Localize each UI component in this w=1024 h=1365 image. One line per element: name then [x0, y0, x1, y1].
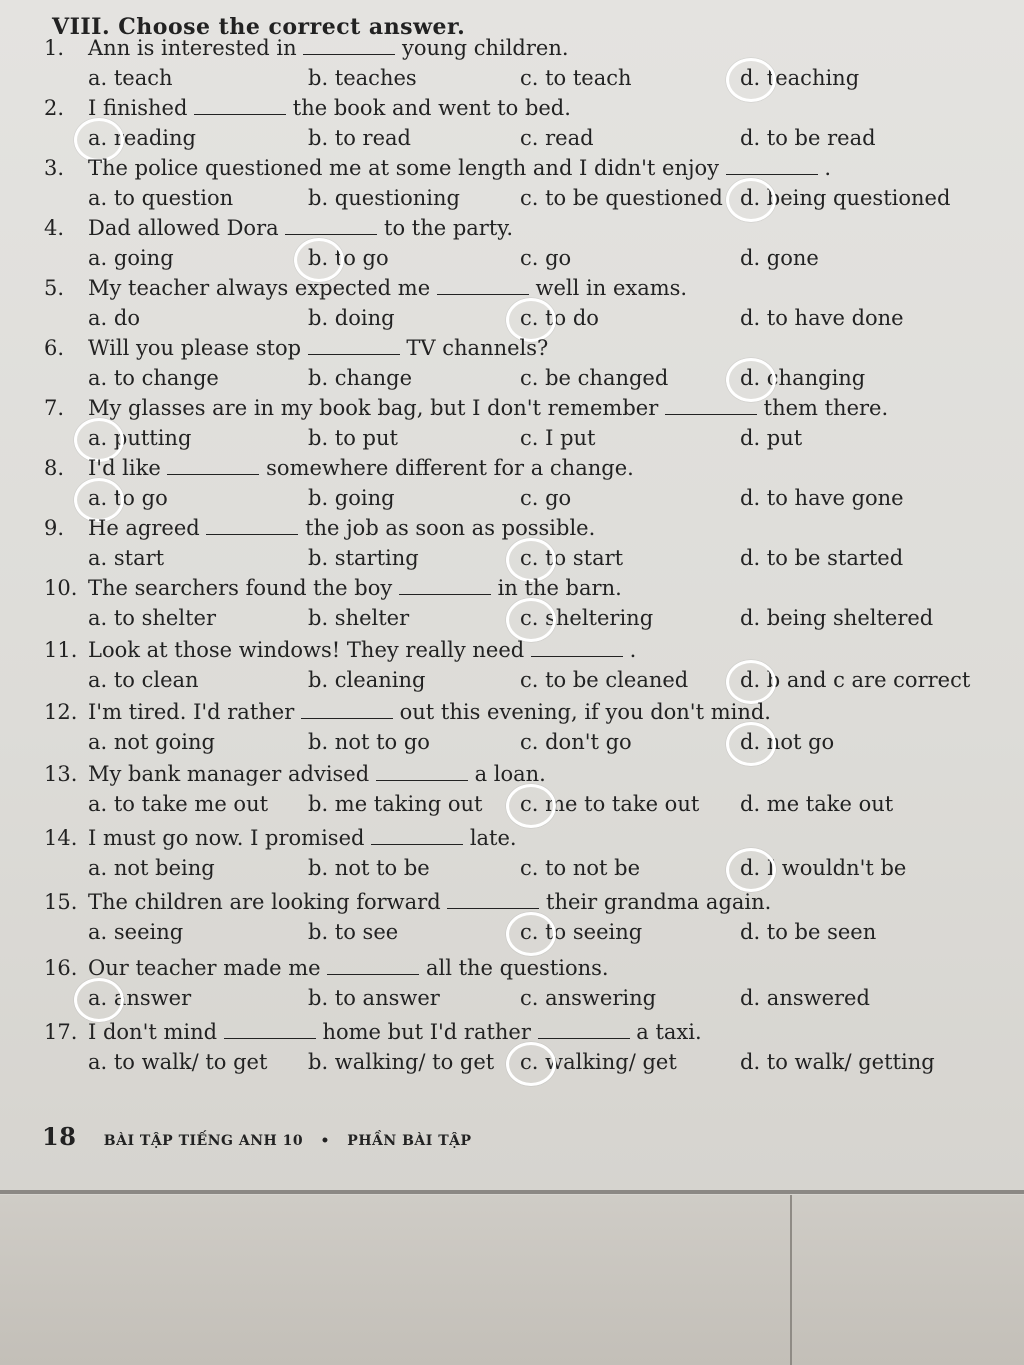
question-stem [88, 956, 609, 980]
question-stem [88, 700, 771, 724]
stem-text-before: My bank manager advised [88, 762, 370, 786]
option-c: c. to start [520, 546, 624, 570]
stem-text-before: Will you please stop [88, 336, 302, 360]
option-b: b. cleaning [308, 668, 426, 692]
question-stem [88, 456, 634, 480]
option-a: a. to shelter [88, 606, 216, 630]
answer-blank [437, 276, 529, 295]
question-item [0, 456, 1024, 516]
option-c: c. to not be [520, 856, 641, 880]
question-number: 15. [44, 890, 78, 914]
option-d: d. b and c are correct [740, 668, 971, 692]
page-footer [42, 1122, 472, 1151]
next-page-area [0, 1195, 1024, 1365]
stem-text-before: My teacher always expected me [88, 276, 431, 300]
option-b: b. me taking out [308, 792, 483, 816]
stem-text-middle: home but I'd rather [322, 1020, 531, 1044]
option-d: d. being questioned [740, 186, 951, 210]
stem-text-before: The children are looking forward [88, 890, 441, 914]
stem-text-before: I'd like [88, 456, 161, 480]
option-c: c. don't go [520, 730, 632, 754]
question-stem [88, 156, 831, 180]
stem-text-before: Look at those windows! They really need [88, 638, 525, 662]
question-number: 16. [44, 956, 78, 980]
answer-blank [301, 700, 393, 719]
question-number: 4. [44, 216, 65, 240]
question-item [0, 216, 1024, 276]
question-item [0, 956, 1024, 1016]
stem-text-after: young children. [402, 36, 569, 60]
option-c: c. answering [520, 986, 657, 1010]
option-b: b. to put [308, 426, 398, 450]
book-title: BÀI TẬP TIẾNG ANH 10 [103, 1133, 304, 1149]
page-edge [0, 1190, 1024, 1194]
stem-text-after: well in exams. [535, 276, 688, 300]
question-item [0, 890, 1024, 950]
option-a: a. to question [88, 186, 234, 210]
option-a: a. not being [88, 856, 215, 880]
option-d: d. put [740, 426, 803, 450]
answer-blank [224, 1020, 316, 1039]
stem-text-before: I don't mind [88, 1020, 218, 1044]
question-stem [88, 516, 595, 540]
question-number: 14. [44, 826, 78, 850]
question-number: 8. [44, 456, 65, 480]
question-item [0, 396, 1024, 456]
stem-text-after: them there. [763, 396, 889, 420]
stem-text-after: the book and went to bed. [292, 96, 571, 120]
option-b: b. to go [308, 246, 389, 270]
option-a: a. seeing [88, 920, 184, 944]
question-number: 9. [44, 516, 65, 540]
option-a: a. to go [88, 486, 168, 510]
option-c: c. to do [520, 306, 599, 330]
option-b: b. to answer [308, 986, 440, 1010]
option-a: a. to take me out [88, 792, 269, 816]
option-c: c. me to take out [520, 792, 700, 816]
option-a: a. do [88, 306, 140, 330]
option-b: b. to read [308, 126, 411, 150]
option-c: c. go [520, 246, 572, 270]
question-number: 7. [44, 396, 65, 420]
stem-text-after: a taxi. [636, 1020, 702, 1044]
option-a: a. to clean [88, 668, 199, 692]
option-a: a. to change [88, 366, 219, 390]
stem-text-after: to the party. [384, 216, 514, 240]
option-c: c. I put [520, 426, 596, 450]
stem-text-before: I'm tired. I'd rather [88, 700, 295, 724]
option-c: c. be changed [520, 366, 669, 390]
option-c: c. to be questioned [520, 186, 723, 210]
stem-text-before: The searchers found the boy [88, 576, 393, 600]
option-d: d. to have gone [740, 486, 904, 510]
option-d: d. not go [740, 730, 835, 754]
answer-blank [531, 638, 623, 657]
answer-blank [376, 762, 468, 781]
option-c: c. to be cleaned [520, 668, 689, 692]
stem-text-before: I finished [88, 96, 188, 120]
option-b: b. questioning [308, 186, 460, 210]
stem-text-after: the job as soon as possible. [305, 516, 596, 540]
option-d: d. gone [740, 246, 819, 270]
stem-text-before: Our teacher made me [88, 956, 321, 980]
option-c: c. read [520, 126, 594, 150]
stem-text-after: somewhere different for a change. [266, 456, 634, 480]
option-b: b. going [308, 486, 395, 510]
question-item [0, 156, 1024, 216]
answer-blank [303, 36, 395, 55]
option-b: b. teaches [308, 66, 417, 90]
option-d: d. changing [740, 366, 866, 390]
question-item [0, 826, 1024, 886]
question-item [0, 638, 1024, 698]
option-c: c. sheltering [520, 606, 654, 630]
option-d: d. me take out [740, 792, 894, 816]
option-b: b. not to go [308, 730, 430, 754]
option-a: a. teach [88, 66, 173, 90]
stem-text-after: late. [469, 826, 517, 850]
footer-bullet: • [320, 1133, 330, 1149]
question-stem [88, 216, 513, 240]
answer-blank [285, 216, 377, 235]
answer-blank [308, 336, 400, 355]
section-title: VIII. Choose the correct answer. [52, 14, 466, 40]
option-d: d. I wouldn't be [740, 856, 907, 880]
option-a: a. not going [88, 730, 215, 754]
question-number: 5. [44, 276, 65, 300]
question-number: 12. [44, 700, 78, 724]
option-a: a. going [88, 246, 174, 270]
question-stem [88, 826, 517, 850]
question-stem [88, 638, 636, 662]
answer-blank [447, 890, 539, 909]
option-a: a. answer [88, 986, 192, 1010]
question-stem [88, 576, 622, 600]
answer-blank [371, 826, 463, 845]
option-d: d. to be started [740, 546, 904, 570]
option-b: b. not to be [308, 856, 430, 880]
question-item [0, 516, 1024, 576]
stem-text-before: The police questioned me at some length and I didn't enjoy [88, 156, 720, 180]
option-a: a. start [88, 546, 165, 570]
question-item [0, 276, 1024, 336]
stem-text-after: their grandma again. [546, 890, 772, 914]
option-b: b. starting [308, 546, 419, 570]
question-item [0, 336, 1024, 396]
answer-blank [726, 156, 818, 175]
answer-blank [206, 516, 298, 535]
answer-blank [194, 96, 286, 115]
question-item [0, 700, 1024, 760]
option-b: b. doing [308, 306, 395, 330]
option-d: d. teaching [740, 66, 860, 90]
question-item [0, 96, 1024, 156]
stem-text-before: Dad allowed Dora [88, 216, 279, 240]
option-d: d. answered [740, 986, 870, 1010]
stem-text-after: in the barn. [497, 576, 622, 600]
stem-text-before: He agreed [88, 516, 200, 540]
option-d: d. to walk/ getting [740, 1050, 935, 1074]
question-number: 11. [44, 638, 78, 662]
answer-blank [538, 1020, 630, 1039]
question-item [0, 1020, 1024, 1080]
stem-text-after: TV channels? [406, 336, 549, 360]
question-stem [88, 396, 888, 420]
question-number: 10. [44, 576, 78, 600]
stem-text-before: I must go now. I promised [88, 826, 365, 850]
footer-section: PHẦN BÀI TẬP [347, 1133, 472, 1149]
page-number: 18 [42, 1122, 77, 1151]
question-stem [88, 1020, 702, 1044]
option-c: c. go [520, 486, 572, 510]
question-item [0, 576, 1024, 636]
answer-blank [665, 396, 757, 415]
option-b: b. shelter [308, 606, 410, 630]
question-number: 3. [44, 156, 65, 180]
stem-text-after: . [629, 638, 637, 662]
stem-text-after: out this evening, if you don't mind. [399, 700, 771, 724]
divider-line [790, 1195, 792, 1365]
option-d: d. to be seen [740, 920, 877, 944]
option-c: c. walking/ get [520, 1050, 677, 1074]
question-number: 6. [44, 336, 65, 360]
option-d: d. to be read [740, 126, 876, 150]
option-a: a. reading [88, 126, 196, 150]
question-stem [88, 276, 687, 300]
option-a: a. to walk/ to get [88, 1050, 268, 1074]
question-number: 13. [44, 762, 78, 786]
question-stem [88, 890, 771, 914]
stem-text-before: Ann is interested in [88, 36, 297, 60]
question-number: 17. [44, 1020, 78, 1044]
stem-text-before: My glasses are in my book bag, but I don't remember [88, 396, 659, 420]
question-item [0, 762, 1024, 822]
answer-blank [399, 576, 491, 595]
option-d: d. being sheltered [740, 606, 934, 630]
option-a: a. putting [88, 426, 192, 450]
question-stem [88, 96, 571, 120]
option-c: c. to seeing [520, 920, 643, 944]
stem-text-after: . [824, 156, 832, 180]
question-number: 1. [44, 36, 65, 60]
question-number: 2. [44, 96, 65, 120]
option-b: b. to see [308, 920, 399, 944]
answer-blank [327, 956, 419, 975]
question-item [0, 36, 1024, 96]
question-stem [88, 762, 546, 786]
question-stem [88, 36, 569, 60]
question-stem [88, 336, 548, 360]
option-b: b. change [308, 366, 412, 390]
option-d: d. to have done [740, 306, 904, 330]
option-b: b. walking/ to get [308, 1050, 495, 1074]
stem-text-after: all the questions. [425, 956, 609, 980]
answer-blank [167, 456, 259, 475]
option-c: c. to teach [520, 66, 632, 90]
stem-text-after: a loan. [474, 762, 546, 786]
